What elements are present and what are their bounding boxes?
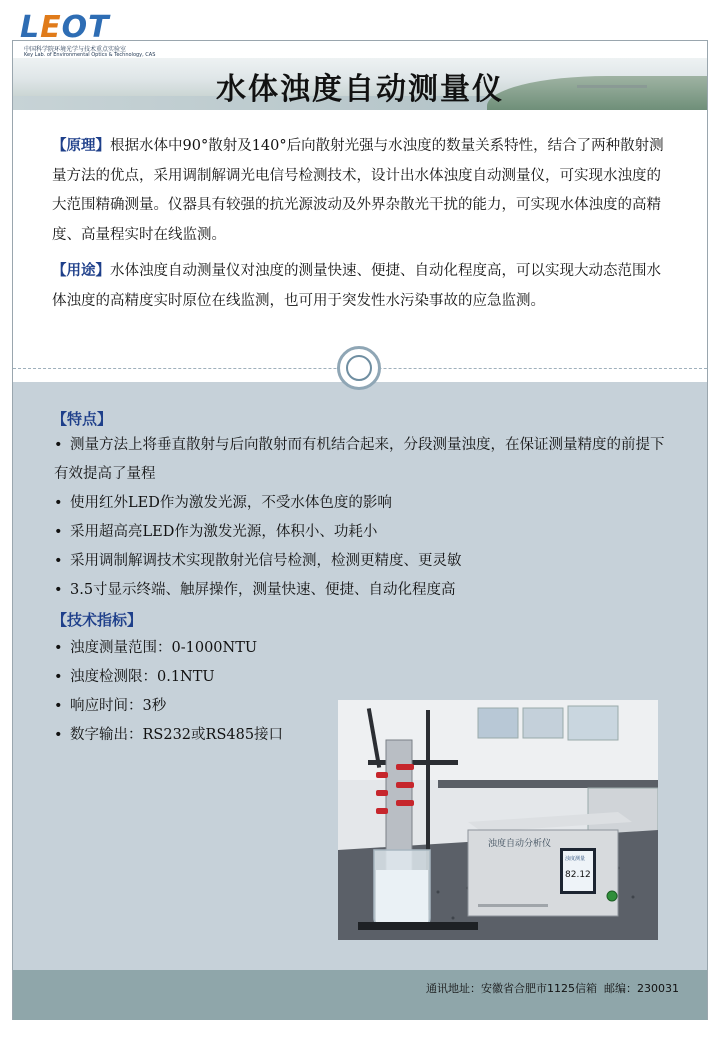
- usage-paragraph: [52, 257, 668, 316]
- feature-item: • 测量方法上将垂直散射与后向散射而有机结合起来，分段测量浊度，在保证测量精度的前提下有效提高了量程: [54, 431, 674, 489]
- bullet-icon: •: [54, 727, 63, 743]
- bullet-icon: •: [54, 698, 63, 714]
- bullet-icon: •: [54, 437, 63, 453]
- bullet-icon: •: [54, 524, 63, 540]
- usage-heading: 【用途】: [52, 263, 110, 279]
- spec-item: • 浊度测量范围：0-1000NTU: [54, 634, 674, 663]
- feature-item: • 使用红外LED作为激发光源，不受水体色度的影响: [54, 489, 674, 518]
- principle-heading: 【原理】: [52, 138, 110, 154]
- bullet-icon: •: [54, 640, 63, 656]
- footer-address: 通讯地址：安徽省合肥市1125信箱: [426, 982, 597, 995]
- features-heading: 【特点】: [52, 410, 113, 428]
- footer-contact: [426, 980, 679, 996]
- principle-text: 根据水体中90°散射及140°后向散射光强与水浊度的数量关系特性，结合了两种散射测量方法的优点，采用调制解调光电信号检测技术，设计出水体浊度自动测量仪，可实现水浊度的大范围精确测量。仪器具有较强的抗光源波动及外界杂散光干扰的能力，可实现水体浊度的高精度、高量程实时在线监测。: [52, 138, 664, 243]
- spec-item: • 数字输出：RS232或RS485接口: [54, 721, 674, 750]
- org-name-cn: 中国科学院环境光学与技术重点实验室: [24, 46, 127, 53]
- usage-text: 水体浊度自动测量仪对浊度的测量快速、便捷、自动化程度高，可以实现大动态范围水体浊度的高精度实时原位在线监测，也可用于突发性水污染事故的应急监测。: [52, 263, 661, 309]
- leot-logo: LEOT: [20, 10, 110, 45]
- feature-item: • 3.5寸显示终端、触屏操作，测量快速、便捷、自动化程度高: [54, 576, 674, 605]
- screen-title: 浊度测量: [565, 856, 586, 862]
- bullet-icon: •: [54, 495, 63, 511]
- divider-ring-icon: [337, 346, 381, 390]
- footer-bar: [13, 970, 707, 1020]
- screen-value: 82.12: [565, 870, 591, 880]
- principle-paragraph: [52, 132, 668, 250]
- page-title: 水体浊度自动测量仪: [216, 72, 504, 107]
- specs-heading: 【技术指标】: [52, 611, 143, 629]
- device-label: 浊度自动分析仪: [488, 839, 552, 849]
- feature-item: • 采用超高亮LED作为激发光源，体积小、功耗小: [54, 518, 674, 547]
- org-name-en: Key Lab. of Environmental Optics & Technology, CAS: [24, 52, 156, 58]
- feature-item: • 采用调制解调技术实现散射光信号检测，检测更精度、更灵敏: [54, 547, 674, 576]
- spec-item: • 浊度检测限：0.1NTU: [54, 663, 674, 692]
- bullet-icon: •: [54, 582, 63, 598]
- instrument-photo: [338, 700, 658, 940]
- bullet-icon: •: [54, 669, 63, 685]
- footer-postcode: 邮编：230031: [604, 982, 679, 995]
- spec-item: • 响应时间：3秒: [54, 692, 674, 721]
- bullet-icon: •: [54, 553, 63, 569]
